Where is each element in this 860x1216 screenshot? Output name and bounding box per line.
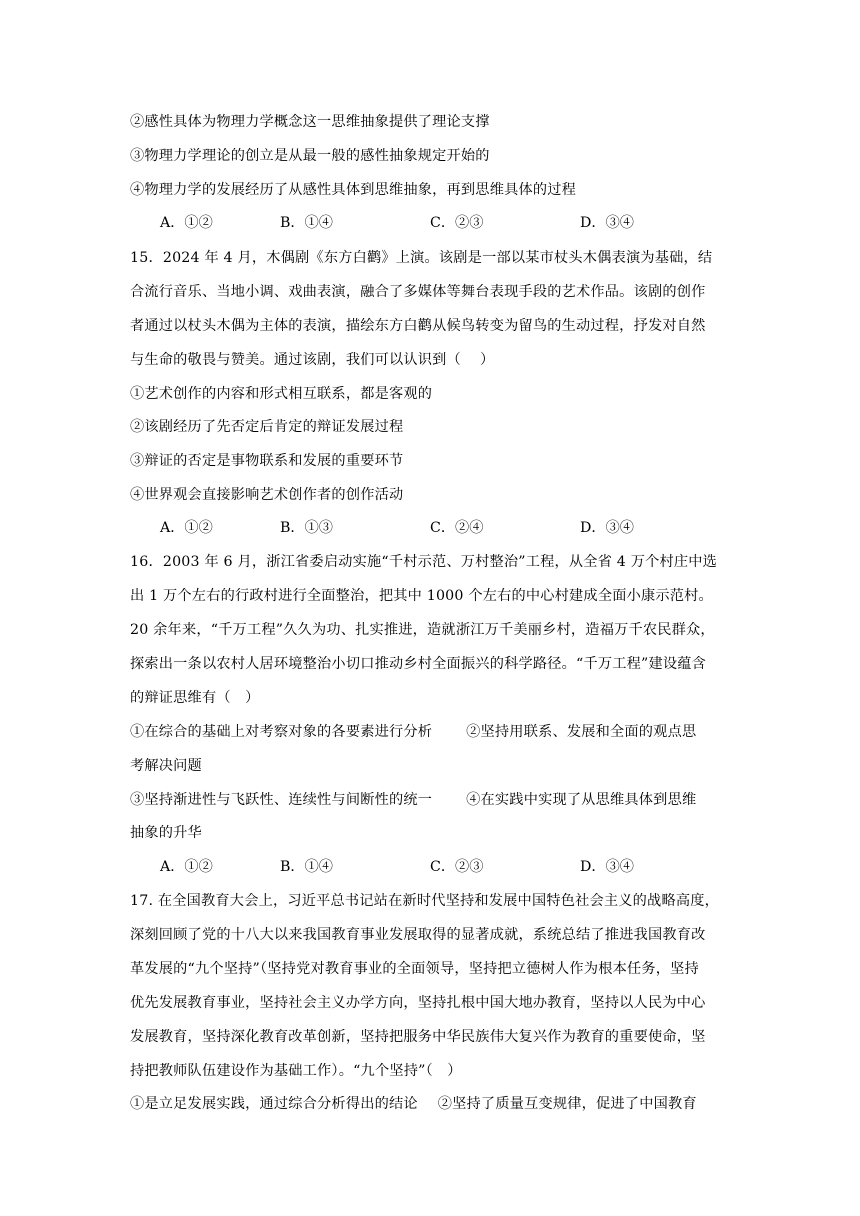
q17-stem-line-2: 深刻回顾了党的十八大以来我国教育事业发展取得的显著成就，系统总结了推进我国教育改 xyxy=(130,927,706,943)
q16-option-item-2-continued: 考解决问题 xyxy=(130,758,202,774)
q15-stem-line-2: 合流行音乐、当地小调、戏曲表演，融合了多媒体等舞台表现手段的艺术作品。该剧的创作 xyxy=(130,284,706,300)
q15-option-item-1: ①艺术创作的内容和形式相互联系，都是客观的 xyxy=(130,386,433,402)
q15-option-item-2: ②该剧经历了先否定后肯定的辩证发展过程 xyxy=(130,419,404,435)
q17-option-item-1: ①是立足发展实践，通过综合分析得出的结论 xyxy=(130,1096,418,1112)
q17-stem-line-1: 17. 在全国教育大会上，习近平总书记站在新时代坚持和发展中国特色社会主义的战略高度， xyxy=(130,893,719,909)
q17-stem-line-6: 持把教师队伍建设作为基础工作）。“九个坚持”（ ） xyxy=(130,1063,462,1079)
q15-stem-line-1: 15．2024 年 4 月，木偶剧《东方白鹳》上演。该剧是一部以某市杖头木偶表演为基础，结 xyxy=(130,250,713,266)
q16-stem-line-5: 的辩证思维有（ ） xyxy=(130,690,260,706)
q14-option-item-2: ②感性具体为物理力学概念这一思维抽象提供了理论支撑 xyxy=(130,114,490,130)
q14-answer-choices xyxy=(160,213,680,233)
q16-option-item-2: ②坚持用联系、发展和全面的观点思 xyxy=(466,724,697,740)
q17-stem-line-3: 革发展的“九个坚持”（坚持党对教育事业的全面领导，坚持把立德树人作为根本任务，坚持 xyxy=(130,961,699,977)
q17-option-row-1 xyxy=(130,1094,697,1114)
q14-choice-d[interactable]: D．③④ xyxy=(580,215,634,231)
q15-option-item-4: ④世界观会直接影响艺术创作者的创作活动 xyxy=(130,487,404,503)
q16-option-item-3: ③坚持渐进性与飞跃性、连续性与间断性的统一 xyxy=(130,792,433,808)
q17-option-item-2: ②坚持了质量互变规律，促进了中国教育 xyxy=(437,1096,697,1112)
q14-choice-a[interactable]: A．①② xyxy=(160,215,213,231)
q16-option-item-1: ①在综合的基础上对考察对象的各要素进行分析 xyxy=(130,724,433,740)
q14-choice-c[interactable]: C．②③ xyxy=(430,215,484,231)
q16-choice-d[interactable]: D．③④ xyxy=(580,859,634,875)
q15-option-item-3: ③辩证的否定是事物联系和发展的重要环节 xyxy=(130,453,404,469)
q16-choice-b[interactable]: B．①④ xyxy=(280,859,333,875)
q16-answer-choices xyxy=(160,857,680,877)
q16-stem-line-2: 出 1 万个左右的行政村进行全面整治，把其中 1000 个左右的中心村建成全面小康示范村。 xyxy=(130,588,713,604)
q15-choice-b[interactable]: B．①③ xyxy=(280,520,333,536)
q15-stem-line-4: 与生命的敬畏与赞美。通过该剧，我们可以认识到（ ） xyxy=(130,352,495,368)
q17-stem-line-5: 发展教育，坚持深化教育改革创新，坚持把服务中华民族伟大复兴作为教育的重要使命，坚 xyxy=(130,1029,706,1045)
q16-stem-line-4: 探索出一条以农村人居环境整治小切口推动乡村全面振兴的科学路径。“千万工程”建设蕴含 xyxy=(130,656,707,672)
q16-stem-line-3: 20 余年来，“千万工程”久久为功、扎实推进，造就浙江万千美丽乡村，造福万千农民群众， xyxy=(130,622,715,638)
q15-choice-a[interactable]: A．①② xyxy=(160,520,213,536)
q14-option-item-4: ④物理力学的发展经历了从感性具体到思维抽象，再到思维具体的过程 xyxy=(130,182,577,198)
q14-choice-b[interactable]: B．①④ xyxy=(280,215,333,231)
q17-stem-line-4: 优先发展教育事业，坚持社会主义办学方向，坚持扎根中国大地办教育，坚持以人民为中心 xyxy=(130,995,706,1011)
q16-option-row-1 xyxy=(130,722,696,742)
q16-stem-line-1: 16．2003 年 6 月，浙江省委启动实施“千村示范、万村整治”工程，从全省 4 万个村庄中选 xyxy=(130,554,718,570)
q16-option-row-2 xyxy=(130,790,696,810)
q14-option-item-3: ③物理力学理论的创立是从最一般的感性抽象规定开始的 xyxy=(130,148,490,164)
q16-choice-a[interactable]: A．①② xyxy=(160,859,213,875)
q15-choice-c[interactable]: C．②④ xyxy=(430,520,484,536)
q16-option-item-4-continued: 抽象的升华 xyxy=(130,825,202,841)
q16-choice-c[interactable]: C．②③ xyxy=(430,859,484,875)
q15-choice-d[interactable]: D．③④ xyxy=(580,520,634,536)
q15-answer-choices xyxy=(160,518,680,538)
q15-stem-line-3: 者通过以杖头木偶为主体的表演，描绘东方白鹳从候鸟转变为留鸟的生动过程，抒发对自然 xyxy=(130,318,706,334)
q16-option-item-4: ④在实践中实现了从思维具体到思维 xyxy=(466,792,697,808)
